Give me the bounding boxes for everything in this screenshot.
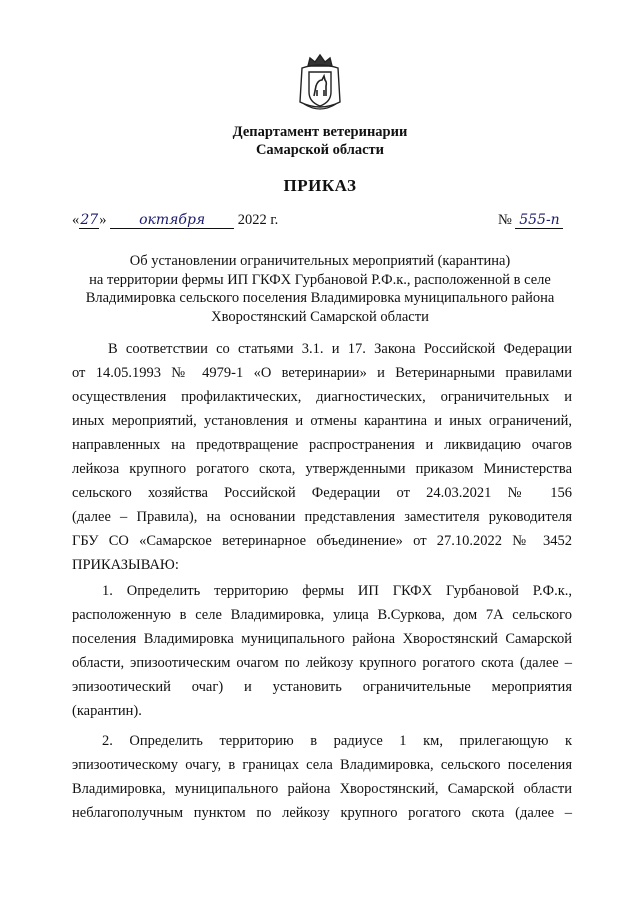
clause-1-line: поселения Владимировка муниципального района Хворостянский Самарской <box>72 631 572 647</box>
date-close-quote: » <box>99 212 107 228</box>
clause-2-line: 2. Определить территорию в радиусе 1 км, прилегающую к <box>102 733 572 749</box>
number-value: 555-п <box>515 212 563 229</box>
body-line: сельского хозяйства Российской Федерации от 24.03.2021 № 156 <box>72 485 572 501</box>
clause-1-line: 1. Определить территорию фермы ИП ГКФХ Гурбановой Р.Ф.к., <box>102 583 572 599</box>
body-line: направленных на предотвращение распространения и ликвидацию очагов <box>72 437 572 453</box>
date-month: октября <box>110 212 234 229</box>
body-line: (далее – Правила), на основании представления заместителя руководителя <box>72 509 572 525</box>
clause-2-line: неблагополучным пунктом по лейкозу крупного рогатого скота (далее – <box>72 805 572 821</box>
body-line: ГБУ СО «Самарское ветеринарное объединение» от 27.10.2022 № 3452 <box>72 533 572 549</box>
coat-of-arms-emblem <box>298 52 342 114</box>
subject-line: на территории фермы ИП ГКФХ Гурбановой Р.Ф.к., расположенной в селе <box>89 271 551 288</box>
subject-line: Об установлении ограничительных мероприятий (карантина) <box>129 253 511 269</box>
clause-1-line: (карантин). <box>72 703 142 719</box>
body-line: лейкоза крупного рогатого скота, утвержденными приказом Министерства <box>72 461 572 477</box>
department-region: Самарской области <box>255 142 385 158</box>
clause-2-line: Владимировка, муниципального района Хворостянский, Самарской области <box>72 781 572 797</box>
clause-1-line: расположенную в селе Владимировка, улица В.Суркова, дом 7А сельского <box>72 607 572 623</box>
department-name: Департамент ветеринарии <box>232 124 408 140</box>
body-line: иных мероприятий, установления и отмены карантина и иных ограничений, <box>72 413 572 429</box>
clause-2-line: эпизоотическому очагу, в границах села Владимировка, сельского поселения <box>72 757 572 773</box>
body-line: осуществления профилактических, диагностических, ограничительных и <box>72 389 572 405</box>
order-date <box>72 212 278 229</box>
order-directive: ПРИКАЗЫВАЮ: <box>72 557 179 573</box>
clause-1-line: эпизоотический очаг) и установить ограничительные мероприятия <box>72 679 572 695</box>
date-day: 27 <box>80 212 99 228</box>
date-year: 2022 г. <box>237 212 279 228</box>
date-open-quote: « <box>72 212 80 228</box>
subject-line: Хворостянский Самарской области <box>211 308 429 325</box>
order-subject <box>0 252 640 326</box>
body-line: от 14.05.1993 № 4979-1 «О ветеринарии» и Ветеринарными правилами <box>72 365 572 381</box>
body-line: В соответствии со статьями 3.1. и 17. Закона Российской Федерации <box>108 341 572 357</box>
order-number <box>498 212 563 229</box>
number-prefix: № <box>498 212 512 228</box>
clause-1-line: области, эпизоотическим очагом по лейкозу крупного рогатого скота (далее – <box>72 655 572 671</box>
document-type-title: ПРИКАЗ <box>283 176 357 195</box>
subject-line: Владимировка сельского поселения Владимировка муниципального района <box>85 290 555 306</box>
